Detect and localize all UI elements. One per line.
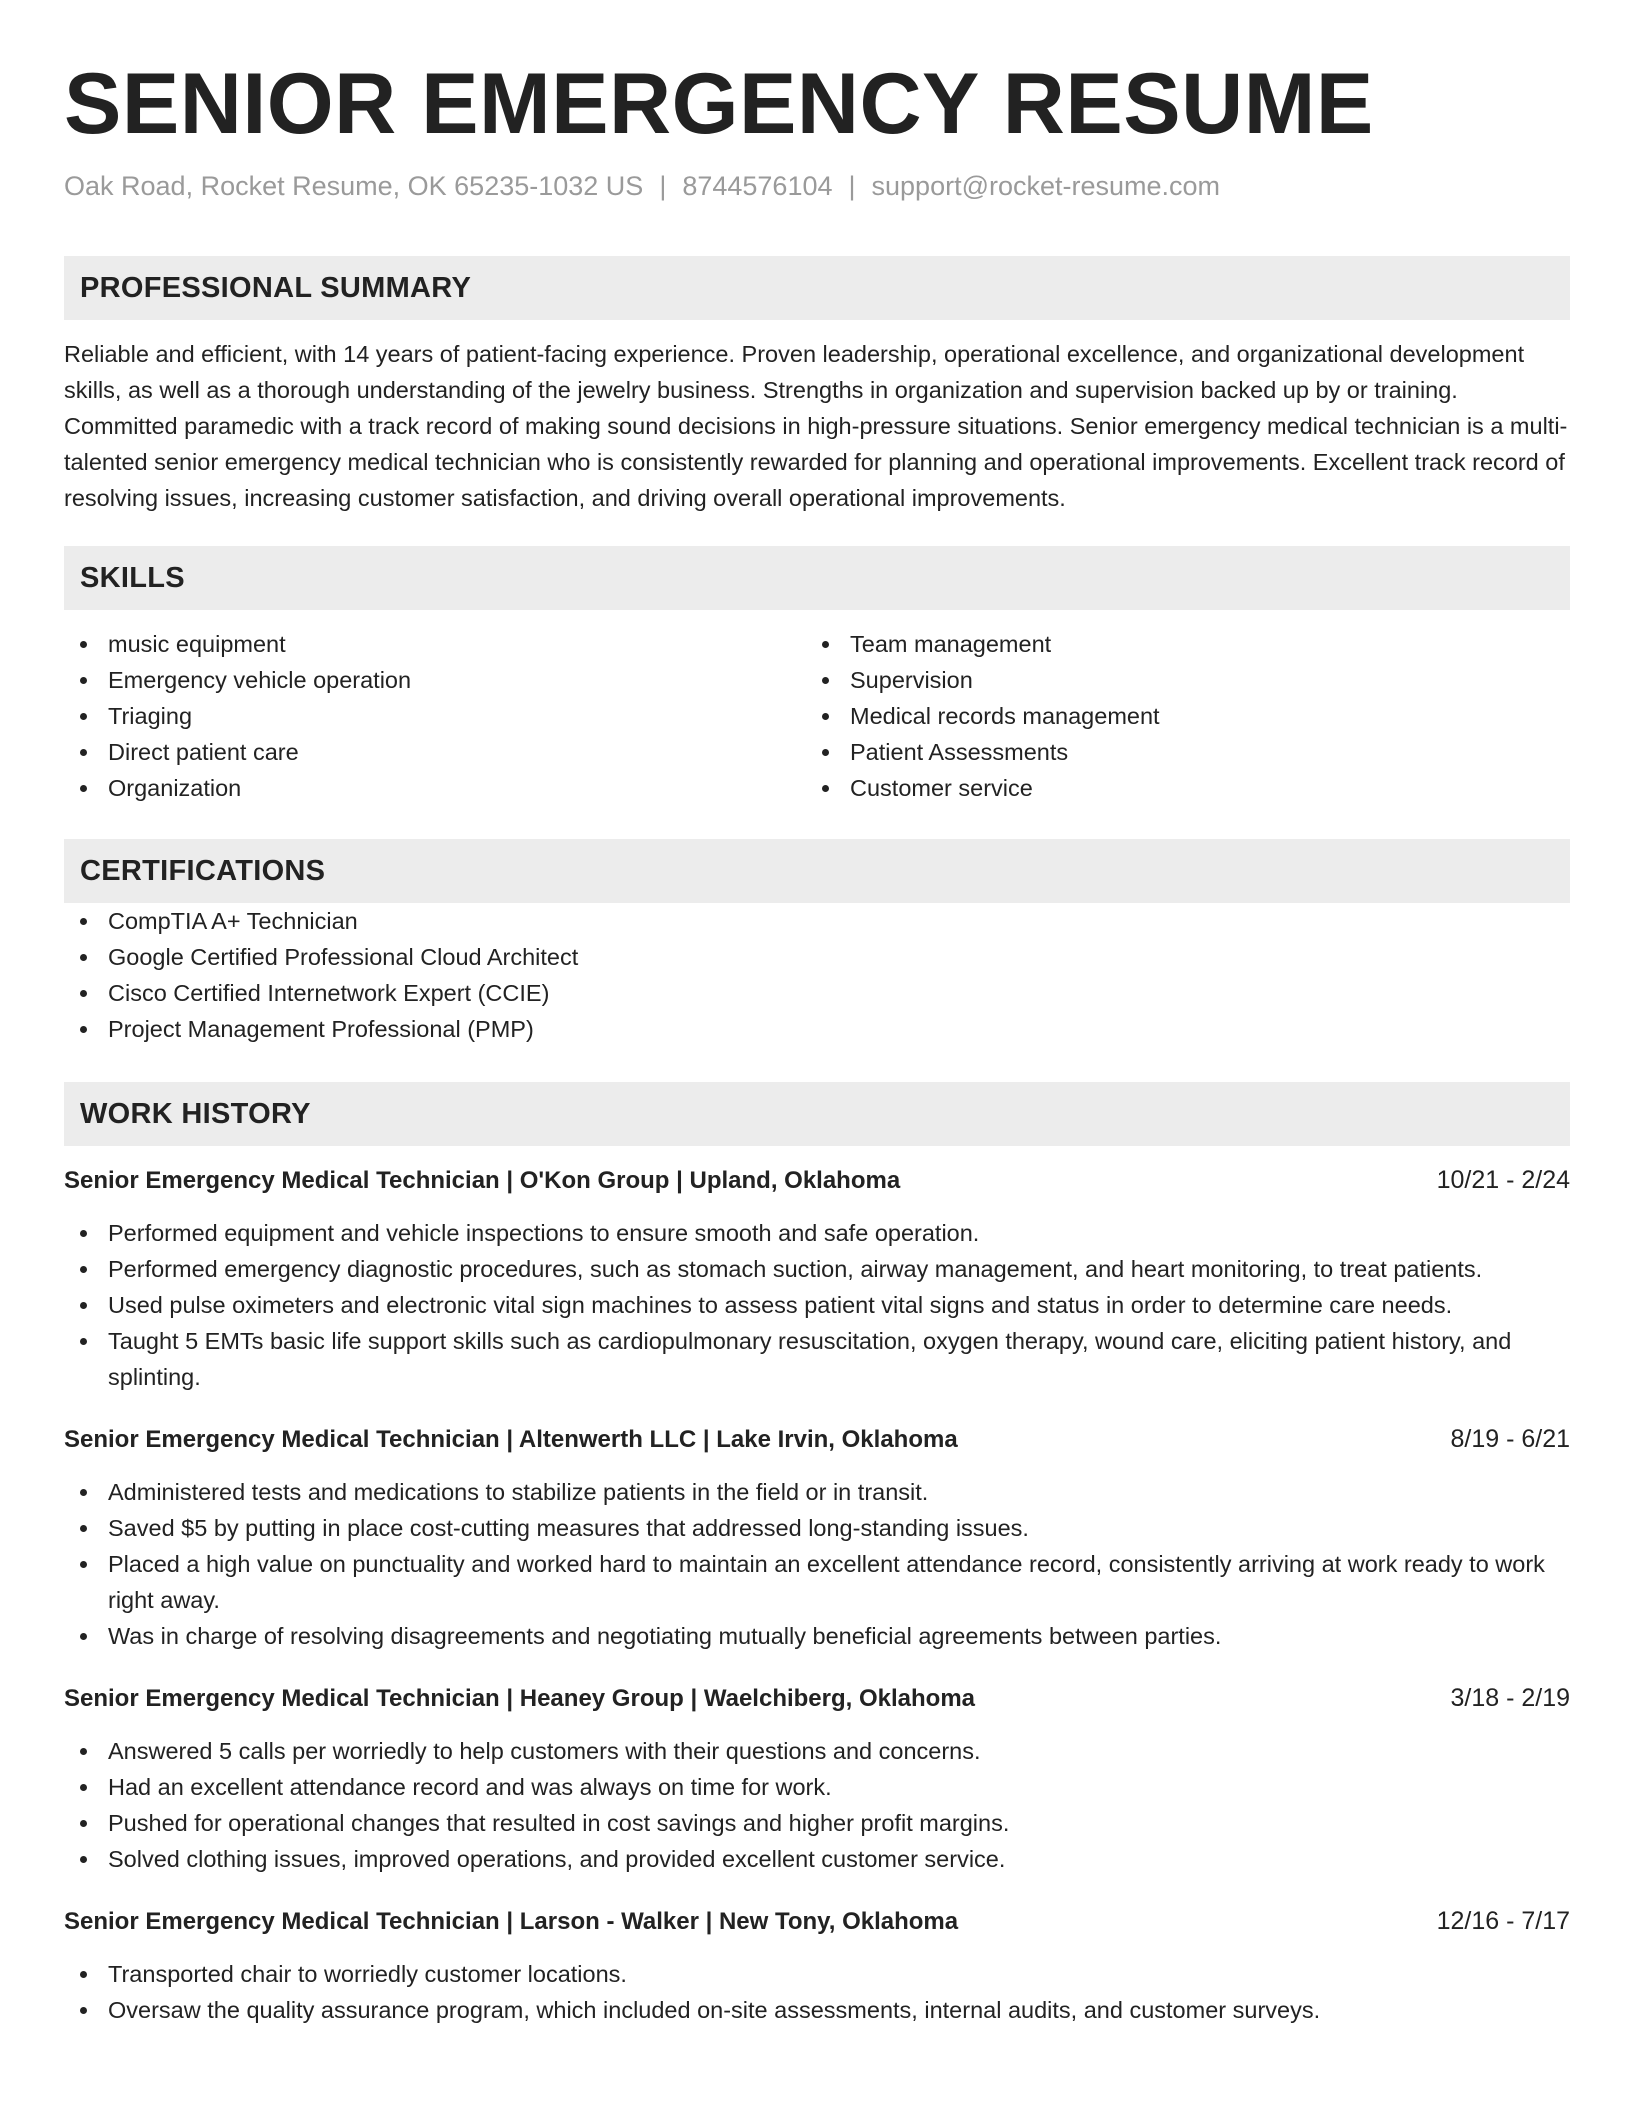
skill-item: Medical records management — [806, 698, 1548, 734]
job-dates: 10/21 - 2/24 — [1436, 1166, 1570, 1194]
skills-column-left — [64, 626, 806, 806]
job-title: Senior Emergency Medical Technician | Altenwerth LLC | Lake Irvin, Oklahoma — [64, 1426, 958, 1453]
job-title: Senior Emergency Medical Technician | O'Kon Group | Upland, Oklahoma — [64, 1167, 901, 1194]
contact-phone: 8744576104 — [682, 171, 833, 201]
job-header — [64, 1162, 1570, 1199]
job-bullet: Used pulse oximeters and electronic vital sign machines to assess patient vital signs and status in order to determine care needs. — [64, 1287, 1570, 1323]
certification-item: Project Management Professional (PMP) — [64, 1011, 1570, 1047]
job-dates: 12/16 - 7/17 — [1436, 1907, 1570, 1935]
section-header-certifications: CERTIFICATIONS — [64, 839, 1570, 903]
summary-text: Reliable and efficient, with 14 years of patient-facing experience. Proven leadership, operational excellence, and organizational development skills, as well as a thorough understanding of the jewelry business. Strengths in organization and supervision backed up by or training. Committed paramedic with a track record of making sound decisions in high-pressure situations. Senior emergency medical technician is a multi-talented senior emergency medical technician who is consistently rewarded for planning and operational improvements. Excellent track record of resolving issues, increasing customer satisfaction, and driving overall operational improvements. — [64, 341, 1568, 511]
certification-item: Cisco Certified Internetwork Expert (CCIE) — [64, 975, 1570, 1011]
job-bullet: Placed a high value on punctuality and worked hard to maintain an excellent attendance record, consistently arriving at work ready to work right away. — [64, 1546, 1570, 1618]
contact-address: Oak Road, Rocket Resume, OK 65235-1032 US — [64, 171, 644, 201]
skill-item: Emergency vehicle operation — [64, 662, 806, 698]
section-header-professional-summary: PROFESSIONAL SUMMARY — [64, 256, 1570, 320]
job-dates: 8/19 - 6/21 — [1450, 1425, 1570, 1453]
job-entry — [64, 1680, 1570, 1877]
job-header — [64, 1680, 1570, 1717]
job-bullets — [64, 1956, 1570, 2028]
skill-item: Supervision — [806, 662, 1548, 698]
skills-column-right — [806, 626, 1548, 806]
skill-item: Organization — [64, 770, 806, 806]
certifications-list — [64, 903, 1570, 1047]
job-header — [64, 1903, 1570, 1940]
skill-item: Team management — [806, 626, 1548, 662]
job-bullet: Had an excellent attendance record and was always on time for work. — [64, 1769, 1570, 1805]
section-header-work-history: WORK HISTORY — [64, 1082, 1570, 1146]
skill-item: music equipment — [64, 626, 806, 662]
job-bullets — [64, 1733, 1570, 1877]
job-bullet: Administered tests and medications to stabilize patients in the field or in transit. — [64, 1474, 1570, 1510]
skill-item: Triaging — [64, 698, 806, 734]
job-entry — [64, 1162, 1570, 1395]
skill-item: Patient Assessments — [806, 734, 1548, 770]
skill-item: Customer service — [806, 770, 1548, 806]
section-header-skills: SKILLS — [64, 546, 1570, 610]
job-bullet: Performed equipment and vehicle inspections to ensure smooth and safe operation. — [64, 1215, 1570, 1251]
job-bullet: Solved clothing issues, improved operations, and provided excellent customer service. — [64, 1841, 1570, 1877]
job-header — [64, 1421, 1570, 1458]
job-bullet: Taught 5 EMTs basic life support skills such as cardiopulmonary resuscitation, oxygen therapy, wound care, eliciting patient history, and splinting. — [64, 1323, 1570, 1395]
skills-list — [64, 626, 1570, 806]
job-bullet: Was in charge of resolving disagreements and negotiating mutually beneficial agreements between parties. — [64, 1618, 1570, 1654]
job-title: Senior Emergency Medical Technician | Larson - Walker | New Tony, Oklahoma — [64, 1908, 959, 1935]
certification-item: Google Certified Professional Cloud Architect — [64, 939, 1570, 975]
job-bullet: Pushed for operational changes that resulted in cost savings and higher profit margins. — [64, 1805, 1570, 1841]
job-title: Senior Emergency Medical Technician | Heaney Group | Waelchiberg, Oklahoma — [64, 1685, 976, 1712]
skill-item: Direct patient care — [64, 734, 806, 770]
job-dates: 3/18 - 2/19 — [1450, 1684, 1570, 1712]
job-bullet: Answered 5 calls per worriedly to help customers with their questions and concerns. — [64, 1733, 1570, 1769]
job-entry — [64, 1421, 1570, 1654]
job-entry — [64, 1903, 1570, 2028]
job-bullet: Transported chair to worriedly customer locations. — [64, 1956, 1570, 1992]
job-bullets — [64, 1474, 1570, 1654]
job-bullets — [64, 1215, 1570, 1395]
job-bullet: Saved $5 by putting in place cost-cutting measures that addressed long-standing issues. — [64, 1510, 1570, 1546]
contact-email: support@rocket-resume.com — [871, 171, 1221, 201]
resume-title: SENIOR EMERGENCY RESUME — [64, 56, 1374, 152]
contact-separator: | — [848, 171, 856, 201]
job-bullet: Performed emergency diagnostic procedures, such as stomach suction, airway management, and heart monitoring, to treat patients. — [64, 1251, 1570, 1287]
resume-page — [64, 0, 1570, 2028]
contact-line — [64, 168, 1570, 204]
job-bullet: Oversaw the quality assurance program, which included on-site assessments, internal audits, and customer surveys. — [64, 1992, 1570, 2028]
contact-separator: | — [659, 171, 667, 201]
certification-item: CompTIA A+ Technician — [64, 903, 1570, 939]
